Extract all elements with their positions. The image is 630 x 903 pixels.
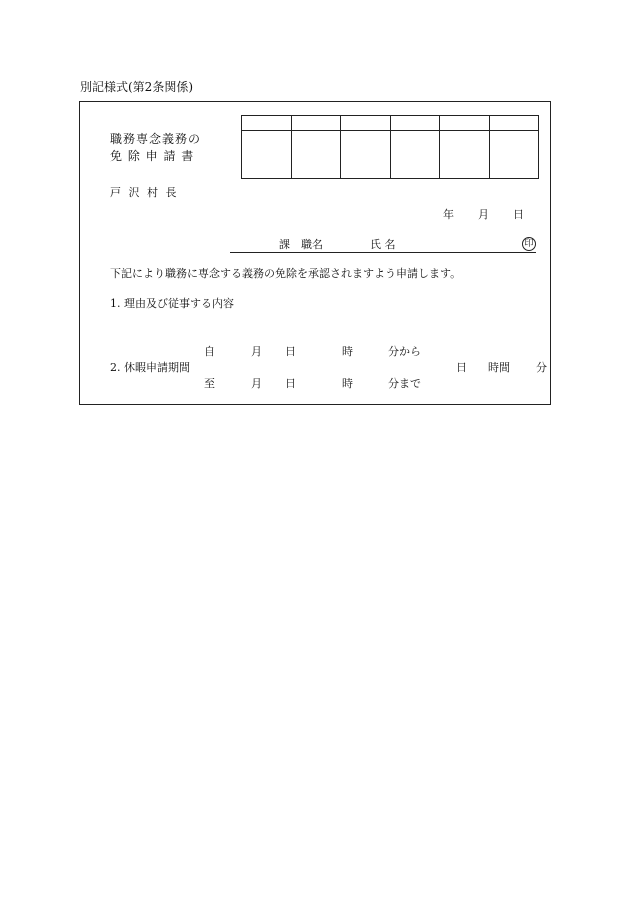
period-to-prefix: 至 — [204, 377, 215, 390]
total-days-label: 日 — [456, 361, 467, 374]
date-year-label: 年 — [443, 208, 454, 221]
approval-stamp-grid — [241, 115, 539, 179]
approval-header-cell[interactable] — [390, 116, 440, 131]
approval-header-cell[interactable] — [489, 116, 539, 131]
approval-header-cell[interactable] — [291, 116, 341, 131]
total-minutes-label: 分 — [536, 361, 547, 374]
approval-header-cell[interactable] — [242, 116, 292, 131]
date-month-label: 月 — [478, 208, 489, 221]
post-label: 職名 — [301, 238, 323, 251]
form-caption: 別記様式(第2条関係) — [80, 80, 193, 94]
period-to-month: 月 — [251, 377, 262, 390]
approval-header-cell[interactable] — [440, 116, 490, 131]
item2-period-label: 2. 休暇申請期間 — [110, 361, 190, 374]
period-from-suffix: 分から — [388, 345, 421, 358]
form-title-line2: 免 除 申 請 書 — [110, 149, 195, 163]
approval-stamp-cell[interactable] — [341, 131, 391, 179]
request-statement: 下記により職務に専念する義務の免除を承認されますよう申請します。 — [110, 267, 462, 280]
applicant-signature-line — [230, 252, 536, 253]
period-from-prefix: 自 — [204, 345, 215, 358]
department-label: 課 — [279, 238, 290, 251]
seal-mark-icon: 印 — [522, 237, 536, 251]
form-title-line1: 職務専念義務の — [110, 132, 202, 146]
period-to-hour: 時 — [342, 377, 353, 390]
date-day-label: 日 — [513, 208, 524, 221]
approval-stamp-cell[interactable] — [390, 131, 440, 179]
period-to-suffix: 分まで — [388, 377, 421, 390]
period-from-hour: 時 — [342, 345, 353, 358]
total-hours-label: 時間 — [488, 361, 510, 374]
approval-stamp-cell[interactable] — [242, 131, 292, 179]
item1-reason-label: 1. 理由及び従事する内容 — [110, 297, 234, 310]
approval-stamp-cell[interactable] — [440, 131, 490, 179]
approval-header-cell[interactable] — [341, 116, 391, 131]
name-label: 氏 名 — [370, 238, 396, 251]
approval-stamp-cell[interactable] — [291, 131, 341, 179]
period-from-day: 日 — [285, 345, 296, 358]
period-to-day: 日 — [285, 377, 296, 390]
addressee: 戸 沢 村 長 — [110, 186, 179, 199]
approval-stamp-cell[interactable] — [489, 131, 539, 179]
application-form — [79, 101, 551, 405]
period-from-month: 月 — [251, 345, 262, 358]
